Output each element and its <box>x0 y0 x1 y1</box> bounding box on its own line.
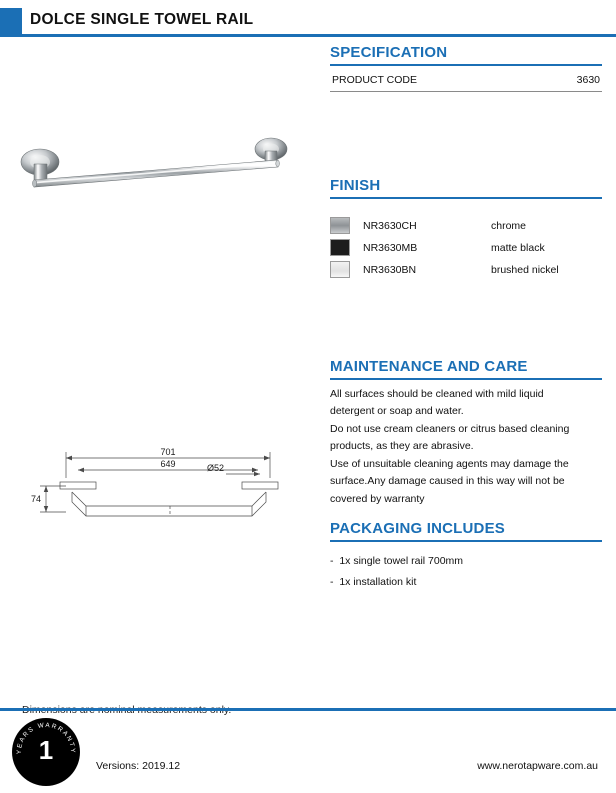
dimension-centres-label: 649 <box>160 459 176 469</box>
finish-name: matte black <box>491 241 545 254</box>
finish-code: NR3630MB <box>363 241 418 254</box>
finish-section <box>330 177 602 281</box>
packaging-section <box>330 520 602 593</box>
packaging-list <box>330 551 602 593</box>
finish-option-row <box>330 259 602 281</box>
svg-text:YEARS WARRANTY: YEARS WARRANTY <box>15 721 77 755</box>
finish-divider <box>330 197 602 199</box>
dimension-total-label: 701 <box>160 447 176 457</box>
footer-divider <box>0 708 616 711</box>
footer-url[interactable]: www.nerotapware.com.au <box>477 760 598 772</box>
spec-row-divider <box>330 91 602 92</box>
header-divider <box>0 34 616 37</box>
product-photo <box>10 120 300 230</box>
packaging-list-item: - 1x installation kit <box>330 575 417 588</box>
specification-section <box>330 44 602 92</box>
warranty-badge <box>12 718 80 786</box>
left-column <box>0 40 312 700</box>
page-title: DOLCE SINGLE TOWEL RAIL <box>30 11 254 28</box>
maintenance-line: detergent or soap and water. <box>330 405 464 417</box>
maintenance-text <box>330 386 602 509</box>
finish-option-row <box>330 215 602 237</box>
matte-black-swatch-icon <box>330 239 350 256</box>
maintenance-heading: MAINTENANCE AND CARE <box>330 358 528 375</box>
maintenance-line: covered by warranty <box>330 492 425 505</box>
maintenance-line: surface.Any damage caused in this way will not be <box>330 475 565 487</box>
maintenance-section <box>330 358 602 508</box>
finish-name: chrome <box>491 219 527 232</box>
chrome-swatch-icon <box>330 217 350 234</box>
brushed-nickel-swatch-icon <box>330 261 350 278</box>
maintenance-line: Use of unsuitable cleaning agents may damage the <box>330 457 569 470</box>
maintenance-divider <box>330 378 602 380</box>
spec-value-product-code: 3630 <box>576 73 600 86</box>
footer-version: Versions: 2019.12 <box>96 760 181 772</box>
packaging-divider <box>330 540 602 542</box>
finish-heading: FINISH <box>330 177 381 194</box>
finish-options-list <box>330 215 602 281</box>
finish-name: brushed nickel <box>491 263 559 276</box>
spec-row-product-code <box>330 66 602 91</box>
finish-code: NR3630BN <box>363 263 417 276</box>
technical-drawing <box>20 430 300 560</box>
maintenance-line: Do not use cream cleaners or citrus based cleaning <box>330 422 570 435</box>
specification-heading: SPECIFICATION <box>330 44 448 61</box>
packaging-heading: PACKAGING INCLUDES <box>330 520 505 537</box>
warranty-years: 1 <box>38 735 54 765</box>
maintenance-line: products, as they are abrasive. <box>330 440 474 452</box>
spec-label-product-code: PRODUCT CODE <box>332 73 417 86</box>
dimension-projection-label: 74 <box>30 494 42 504</box>
packaging-list-item: - 1x single towel rail 700mm <box>330 554 464 567</box>
finish-option-row <box>330 237 602 259</box>
maintenance-line: All surfaces should be cleaned with mild liquid <box>330 387 544 400</box>
finish-code: NR3630CH <box>363 219 417 232</box>
dimension-diameter-label: Ø52 <box>206 463 224 473</box>
header-accent-block <box>0 8 22 34</box>
page-header <box>0 8 616 34</box>
